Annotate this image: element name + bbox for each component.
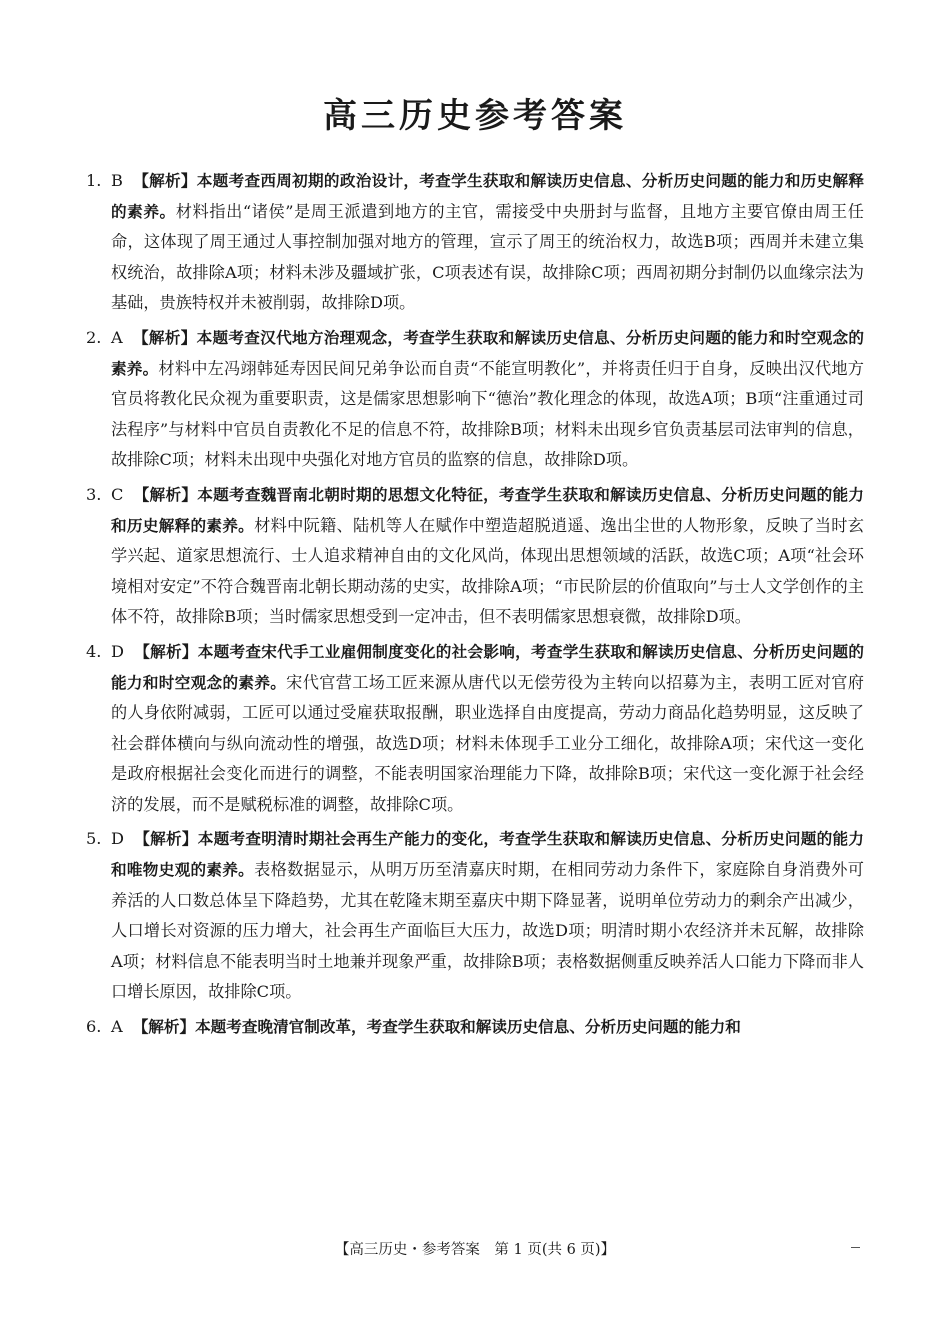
question-number: 1. bbox=[86, 171, 102, 190]
analysis-lead: 【解析】本题考查晚清官制改革，考查学生获取和解读历史信息、分析历史问题的能力和 bbox=[132, 1018, 741, 1037]
analysis-lead: 【解析】本题考查明清时期社会再生产能力的变化，考查学生获取和解读历史信息、分析历史问题的能力和唯物史观的素养。 bbox=[111, 830, 864, 880]
answer-choice: D bbox=[111, 641, 124, 661]
answer-item-2 bbox=[86, 323, 864, 476]
analysis-body: 材料中阮籍、陆机等人在赋作中塑造超脱逍遥、逸出尘世的人物形象，反映了当时玄学兴起、道家思想流行、士人追求精神自由的文化风尚，体现出思想领域的活跃，故选C项；A项“社会环境相对安定”不符合魏晋南北朝长期动荡的史实，故排除A项；“市民阶层的价值取向”与士人文学创作的主体不符，故排除B项；当时儒家思想受到一定冲击，但不表明儒家思想衰微，故排除D项。 bbox=[111, 515, 864, 627]
answer-choice: A bbox=[111, 1017, 123, 1037]
question-number: 5. bbox=[86, 829, 102, 849]
page-footer: 【高三历史・参考答案 第 1 页(共 6 页)】 bbox=[334, 1242, 616, 1258]
answer-item-1 bbox=[86, 166, 864, 319]
page-title: 高三历史参考答案 bbox=[323, 96, 627, 136]
analysis-lead: 【解析】本题考查魏晋南北朝时期的思想文化特征，考查学生获取和解读历史信息、分析历史问题的能力和历史解释的素养。 bbox=[111, 485, 864, 535]
question-number: 6. bbox=[86, 1017, 102, 1037]
analysis-body: 材料中左冯翊韩延寿因民间兄弟争讼而自责“不能宣明教化”，并将责任归于自身，反映出汉代地方官员将教化民众视为重要职责，这是儒家思想影响下“德治”教化理念的体现，故选A项；B项“注重通过司法程序”与材料中官员自责教化不足的信息不符，故排除B项；材料未出现乡官负责基层司法审判的信息，故排除C项；材料未出现中央强化对地方官员的监察的信息，故排除D项。 bbox=[111, 358, 864, 470]
analysis-lead: 【解析】本题考查宋代手工业雇佣制度变化的社会影响，考查学生获取和解读历史信息、分析历史问题的能力和时空观念的素养。 bbox=[111, 642, 864, 692]
question-number: 4. bbox=[86, 641, 102, 661]
question-number: 2. bbox=[86, 327, 102, 347]
answer-list bbox=[86, 166, 864, 1047]
analysis-lead: 【解析】本题考查西周初期的政治设计，考查学生获取和解读历史信息、分析历史问题的能力和历史解释的素养。 bbox=[111, 172, 864, 221]
analysis-body: 宋代官营工场工匠来源从唐代以无偿劳役为主转向以招募为主，表明工匠对官府的人身依附减弱，工匠可以通过受雇获取报酬，职业选择自由度提高，劳动力商品化趋势明显，这反映了社会群体横向与纵向流动性的增强，故选D项；材料未体现手工业分工细化，故排除A项；宋代这一变化是政府根据社会变化而进行的调整，不能表明国家治理能力下降，故排除B项；宋代这一变化源于社会经济的发展，而不是赋税标准的调整，故排除C项。 bbox=[111, 672, 864, 814]
answer-choice: A bbox=[111, 327, 123, 347]
question-number: 3. bbox=[86, 484, 102, 504]
analysis-body: 表格数据显示，从明万历至清嘉庆时期，在相同劳动力条件下，家庭除自身消费外可养活的人口数总体呈下降趋势，尤其在乾隆末期至嘉庆中期下降显著，说明单位劳动力的剩余产出减少，人口增长对资源的压力增大，社会再生产面临巨大压力，故选D项；明清时期小农经济并未瓦解，故排除A项；材料信息不能表明当时土地兼并现象严重，故排除B项；表格数据侧重反映养活人口能力下降而非人口增长原因，故排除C项。 bbox=[111, 860, 864, 1002]
analysis-body: 材料指出“诸侯”是周王派遣到地方的主官，需接受中央册封与监督，且地方主要官僚由周王任命，这体现了周王通过人事控制加强对地方的管理，宣示了周王的统治权力，故选B项；西周并未建立集权统治，故排除A项；材料未涉及疆域扩张，C项表述有误，故排除C项；西周初期分封制仍以血缘宗法为基础，贵族特权并未被削弱，故排除D项。 bbox=[111, 201, 864, 313]
answer-choice: D bbox=[111, 829, 124, 849]
corner-mark bbox=[851, 1244, 860, 1248]
answer-choice: C bbox=[111, 484, 124, 504]
answer-choice: B bbox=[111, 171, 123, 190]
answer-item-6 bbox=[86, 1012, 864, 1043]
analysis-lead: 【解析】本题考查汉代地方治理观念，考查学生获取和解读历史信息、分析历史问题的能力和时空观念的素养。 bbox=[111, 328, 864, 378]
answer-item-3 bbox=[86, 480, 864, 633]
answer-item-4 bbox=[86, 637, 864, 821]
answer-item-5 bbox=[86, 824, 864, 1008]
